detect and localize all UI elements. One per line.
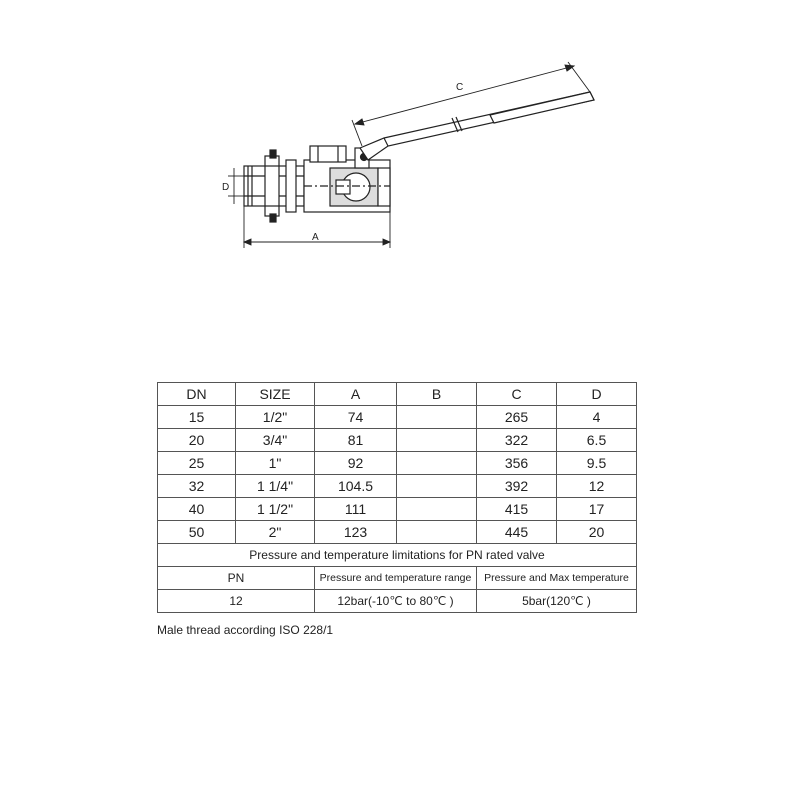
cell-c: 356 [477,452,557,475]
cell-c: 392 [477,475,557,498]
table-row [158,475,637,498]
cell-dn: 20 [158,429,236,452]
cell-d: 20 [557,521,637,544]
limits-value-row [158,590,637,613]
cell-size: 2" [236,521,315,544]
cell-a: 74 [315,406,397,429]
cell-dn: 15 [158,406,236,429]
cell-a: 123 [315,521,397,544]
dimension-label-a: A [312,232,319,243]
cell-c: 415 [477,498,557,521]
footer-note: Male thread according ISO 228/1 [157,623,334,637]
table-header-row [158,383,637,406]
limits-header-row [158,567,637,590]
limits-title: Pressure and temperature limitations for PN rated valve [158,544,637,567]
cell-b [397,498,477,521]
header-dn: DN [158,383,236,406]
limits-value-max-temp: 5bar(120℃ ) [477,590,637,613]
table-row [158,429,637,452]
cell-d: 4 [557,406,637,429]
cell-d: 17 [557,498,637,521]
cell-size: 1" [236,452,315,475]
cell-a: 104.5 [315,475,397,498]
cell-d: 9.5 [557,452,637,475]
limits-header-max-temp: Pressure and Max temperature [477,567,637,590]
dimension-table [157,382,637,613]
header-size: SIZE [236,383,315,406]
limits-title-row [158,544,637,567]
cell-c: 445 [477,521,557,544]
cell-size: 1 1/2" [236,498,315,521]
limits-value-pn: 12 [158,590,315,613]
cell-dn: 25 [158,452,236,475]
header-b: B [397,383,477,406]
table-row [158,406,637,429]
cell-a: 81 [315,429,397,452]
limits-header-range: Pressure and temperature range [315,567,477,590]
header-d: D [557,383,637,406]
cell-size: 1 1/4" [236,475,315,498]
cell-d: 12 [557,475,637,498]
limits-value-range: 12bar(-10℃ to 80℃ ) [315,590,477,613]
cell-size: 1/2" [236,406,315,429]
header-c: C [477,383,557,406]
cell-c: 322 [477,429,557,452]
cell-dn: 32 [158,475,236,498]
table-row [158,521,637,544]
dimension-label-c: C [456,82,464,93]
limits-header-pn: PN [158,567,315,590]
cell-c: 265 [477,406,557,429]
cell-b [397,406,477,429]
cell-b [397,452,477,475]
dimension-label-d: D [222,182,230,193]
table-row [158,452,637,475]
cell-b [397,429,477,452]
ball-valve-technical-drawing [0,0,800,300]
table-row [158,498,637,521]
cell-b [397,475,477,498]
cell-a: 92 [315,452,397,475]
cell-a: 111 [315,498,397,521]
cell-dn: 40 [158,498,236,521]
cell-size: 3/4" [236,429,315,452]
cell-b [397,521,477,544]
cell-dn: 50 [158,521,236,544]
header-a: A [315,383,397,406]
cell-d: 6.5 [557,429,637,452]
